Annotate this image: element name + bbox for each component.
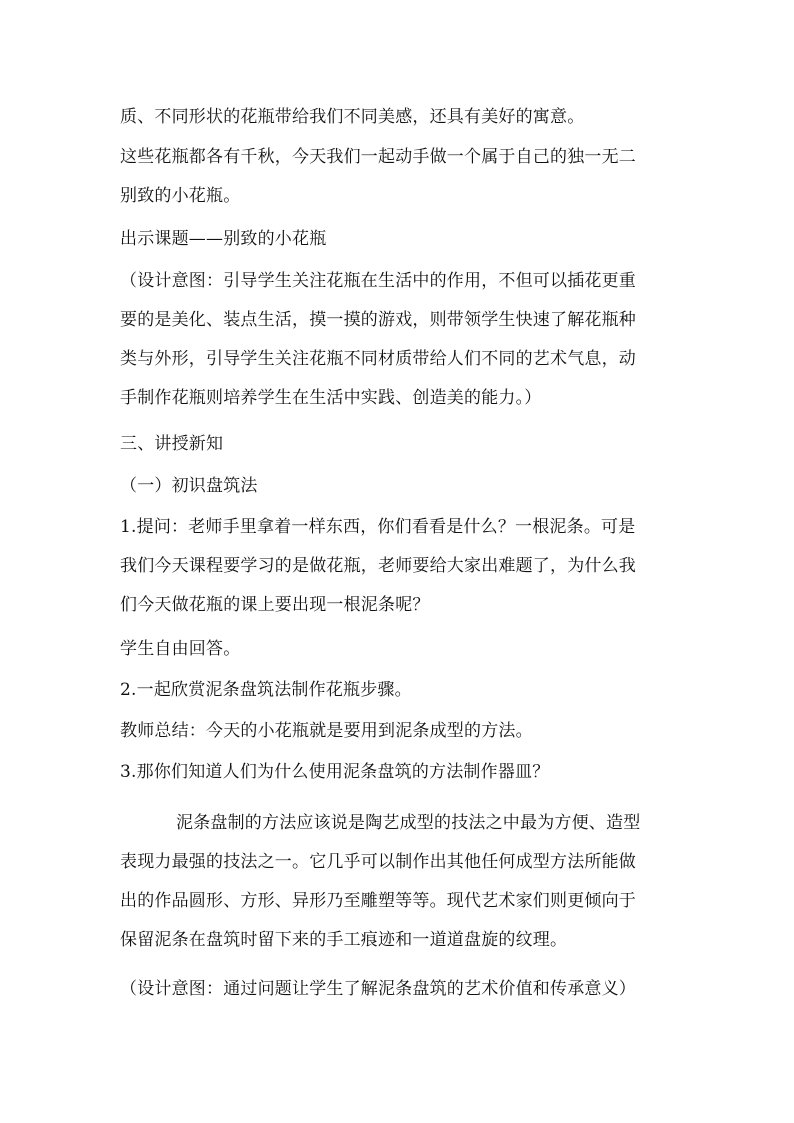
paragraph-lesson-title xyxy=(120,220,690,259)
text-line: （设计意图：引导学生关注花瓶在生活中的作用，不但可以插花更重 xyxy=(120,271,636,291)
text-line: 教师总结：今天的小花瓶就是要用到泥条成型的方法。 xyxy=(120,721,533,741)
paragraph-design-intent-2 xyxy=(120,970,690,1009)
subsection-heading-coiling xyxy=(120,467,690,506)
text-line: 泥条盘制的方法应该说是陶艺成型的技法之中最为方便、造型 xyxy=(176,813,641,833)
text-line: 出示课题——别致的小花瓶 xyxy=(120,229,327,249)
paragraph-vase-meaning xyxy=(120,98,690,137)
paragraph-intro xyxy=(120,138,690,216)
paragraph-teacher-summary xyxy=(120,712,690,751)
text-line: 们今天做花瓶的课上要出现一根泥条呢？ xyxy=(120,595,430,615)
text-line: 2.一起欣赏泥条盘筑法制作花瓶步骤。 xyxy=(120,680,412,700)
paragraph-design-intent-1 xyxy=(120,262,690,418)
section-heading-new-knowledge xyxy=(120,425,690,464)
text-line: （设计意图：通过问题让学生了解泥条盘筑的艺术价值和传承意义） xyxy=(120,979,636,999)
text-line: 三、讲授新知 xyxy=(120,434,224,454)
paragraph-step-2 xyxy=(120,671,690,710)
paragraph-student-answer xyxy=(120,630,690,669)
text-line: 3.那你们知道人们为什么使用泥条盘筑的方法制作器皿？ xyxy=(120,762,550,782)
text-line: 学生自由回答。 xyxy=(120,639,241,659)
text-line: 出的作品圆形、方形、异形乃至雕塑等等。现代艺术家们则更倾向于 xyxy=(120,891,636,911)
paragraph-question-3 xyxy=(120,753,690,792)
text-line: 我们今天课程要学习的是做花瓶，老师要给大家出难题了，为什么我 xyxy=(120,556,636,576)
text-line: 保留泥条在盘筑时留下来的手工痕迹和一道道盘旋的纹理。 xyxy=(120,930,568,950)
text-line: 这些花瓶都各有千秋，今天我们一起动手做一个属于自己的独一无二 xyxy=(120,147,636,167)
paragraph-coiling-explanation xyxy=(120,804,690,960)
text-line: 1.提问：老师手里拿着一样东西，你们看看是什么？一根泥条。可是 xyxy=(120,517,636,537)
text-line: 质、不同形状的花瓶带给我们不同美感，还具有美好的寓意。 xyxy=(120,107,585,127)
paragraph-question-1 xyxy=(120,508,690,625)
text-line: 要的是美化、装点生活，摸一摸的游戏，则带领学生快速了解花瓶种 xyxy=(120,310,636,330)
text-line: 手制作花瓶则培养学生在生活中实践、创造美的能力。） xyxy=(120,388,542,408)
text-line: 类与外形，引导学生关注花瓶不同材质带给人们不同的艺术气息，动 xyxy=(120,349,636,369)
text-line: 表现力最强的技法之一。它几乎可以制作出其他任何成型方法所能做 xyxy=(120,852,636,872)
text-line: 别致的小花瓶。 xyxy=(120,186,241,206)
text-line: （一）初识盘筑法 xyxy=(120,476,258,496)
